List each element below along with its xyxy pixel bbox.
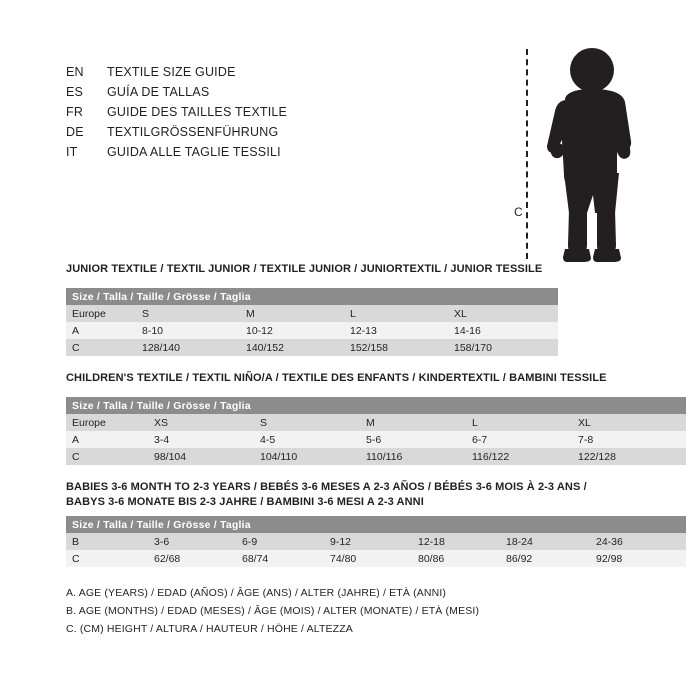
- value-cell: 8-10: [142, 322, 246, 339]
- value-cell: 6-9: [242, 533, 330, 550]
- value-cell: 9-12: [330, 533, 418, 550]
- value-cell: 152/158: [350, 339, 454, 356]
- size-cell: S: [260, 414, 366, 431]
- size-band-header: Size / Talla / Taille / Grösse / Taglia: [66, 516, 686, 533]
- value-cell: 104/110: [260, 448, 366, 465]
- value-cell: 92/98: [596, 550, 686, 567]
- table-header-row: [66, 516, 686, 533]
- language-row: [66, 102, 446, 122]
- size-band-header: Size / Talla / Taille / Grösse / Taglia: [66, 288, 558, 305]
- legend-line-b: B. AGE (MONTHS) / EDAD (MESES) / ÂGE (MOIS) / ALTER (MONATE) / ETÀ (MESI): [66, 605, 480, 617]
- size-cell: XL: [578, 414, 686, 431]
- value-cell: 18-24: [506, 533, 596, 550]
- value-cell: 86/92: [506, 550, 596, 567]
- junior-size-table: [66, 288, 558, 356]
- children-section-title: CHILDREN'S TEXTILE / TEXTIL NIÑO/A / TEXTILE DES ENFANTS / KINDERTEXTIL / BAMBINI TESSILE: [66, 372, 607, 384]
- row-label-europe: Europe: [66, 414, 154, 431]
- language-title: GUÍA DE TALLAS: [107, 85, 210, 99]
- table-row: [66, 414, 686, 431]
- value-cell: 128/140: [142, 339, 246, 356]
- value-cell: 116/122: [472, 448, 578, 465]
- value-cell: 24-36: [596, 533, 686, 550]
- value-cell: 5-6: [366, 431, 472, 448]
- row-label-europe: Europe: [66, 305, 142, 322]
- babies-section-title-line2: BABYS 3-6 MONATE BIS 2-3 JAHRE / BAMBINI 3-6 MESI A 2-3 ANNI: [66, 496, 424, 508]
- value-cell: 158/170: [454, 339, 558, 356]
- legend-block: [66, 584, 479, 638]
- value-cell: 7-8: [578, 431, 686, 448]
- language-row: [66, 82, 446, 102]
- table-row: [66, 533, 686, 550]
- legend-line-c: C. (CM) HEIGHT / ALTURA / HAUTEUR / HÖHE / ALTEZZA: [66, 623, 353, 635]
- language-title: GUIDE DES TAILLES TEXTILE: [107, 105, 288, 119]
- size-cell: L: [472, 414, 578, 431]
- size-band-header: Size / Talla / Taille / Grösse / Taglia: [66, 397, 686, 414]
- value-cell: 3-6: [154, 533, 242, 550]
- size-cell: S: [142, 305, 246, 322]
- value-cell: 62/68: [154, 550, 242, 567]
- row-key: A: [66, 431, 154, 448]
- value-cell: 68/74: [242, 550, 330, 567]
- language-code: DE: [66, 125, 84, 139]
- child-silhouette-icon: [535, 45, 665, 265]
- language-row: [66, 122, 446, 142]
- language-code: EN: [66, 65, 84, 79]
- table-row: [66, 322, 558, 339]
- language-title: GUIDA ALLE TAGLIE TESSILI: [107, 145, 281, 159]
- size-cell: L: [350, 305, 454, 322]
- value-cell: 74/80: [330, 550, 418, 567]
- size-cell: M: [366, 414, 472, 431]
- row-key: C: [66, 339, 142, 356]
- value-cell: 6-7: [472, 431, 578, 448]
- language-row: [66, 62, 446, 82]
- row-key: B: [66, 533, 154, 550]
- table-row: [66, 431, 686, 448]
- value-cell: 80/86: [418, 550, 506, 567]
- junior-section-title: JUNIOR TEXTILE / TEXTIL JUNIOR / TEXTILE JUNIOR / JUNIORTEXTIL / JUNIOR TESSILE: [66, 263, 543, 275]
- value-cell: 12-18: [418, 533, 506, 550]
- children-size-table: [66, 397, 686, 465]
- value-cell: 4-5: [260, 431, 366, 448]
- language-title: TEXTILGRÖSSENFÜHRUNG: [107, 125, 279, 139]
- value-cell: 12-13: [350, 322, 454, 339]
- row-key: C: [66, 550, 154, 567]
- height-dashed-line: [526, 49, 528, 259]
- table-header-row: [66, 397, 686, 414]
- row-key: C: [66, 448, 154, 465]
- row-key: A: [66, 322, 142, 339]
- table-row: [66, 305, 558, 322]
- height-label-c: C: [511, 203, 526, 221]
- size-cell: M: [246, 305, 350, 322]
- language-code: IT: [66, 145, 78, 159]
- language-title: TEXTILE SIZE GUIDE: [107, 65, 236, 79]
- table-row: [66, 448, 686, 465]
- value-cell: 140/152: [246, 339, 350, 356]
- babies-section-title-line1: BABIES 3-6 MONTH TO 2-3 YEARS / BEBÉS 3-6 MESES A 2-3 AÑOS / BÉBÉS 3-6 MOIS À 2-3 ANS /: [66, 481, 587, 493]
- table-row: [66, 339, 558, 356]
- value-cell: 122/128: [578, 448, 686, 465]
- legend-line-a: A. AGE (YEARS) / EDAD (AÑOS) / ÂGE (ANS) / ALTER (JAHRE) / ETÀ (ANNI): [66, 587, 447, 599]
- value-cell: 14-16: [454, 322, 558, 339]
- language-code: ES: [66, 85, 84, 99]
- value-cell: 10-12: [246, 322, 350, 339]
- language-code: FR: [66, 105, 84, 119]
- value-cell: 3-4: [154, 431, 260, 448]
- language-row: [66, 142, 446, 162]
- language-list: [66, 62, 446, 162]
- table-header-row: [66, 288, 558, 305]
- size-cell: XL: [454, 305, 558, 322]
- height-measurement-figure: [495, 45, 680, 265]
- table-row: [66, 550, 686, 567]
- size-cell: XS: [154, 414, 260, 431]
- value-cell: 98/104: [154, 448, 260, 465]
- babies-size-table: [66, 516, 686, 567]
- value-cell: 110/116: [366, 448, 472, 465]
